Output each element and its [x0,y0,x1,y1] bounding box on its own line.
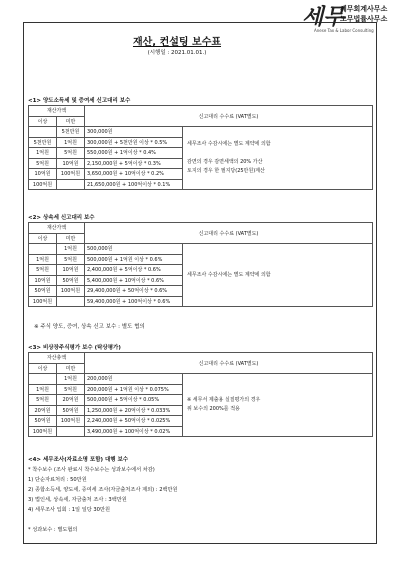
cell-min: 50억원 [29,286,57,297]
note-cell [183,374,373,437]
section-4-details [28,465,178,535]
cell-max: 100억원 [57,416,85,427]
header-fee: 신고대리 수수료 (VAT별도) [85,353,373,374]
header-min: 이상 [29,116,57,127]
note-line: ※ 세무서 제출용 실질평가의 경우 [187,397,261,403]
cell-min [29,374,57,385]
header-asset-range: 재산가액 [29,223,85,234]
service-line: 1) 단순자료처리 : 50만원 [28,477,87,483]
note-line: 위 보수의 200%를 적용 [187,406,240,412]
cell-min: 5억원 [29,158,57,169]
cell-max: 5억원 [57,254,85,265]
cell-max: 100억원 [57,286,85,297]
header-fee: 신고대리 수수료 (VAT별도) [85,223,373,244]
cell-fee: 1,250,000원 + 20억이상 * 0.033% [85,405,183,416]
section-1-table [28,105,373,190]
cell-min: 1억원 [29,148,57,159]
cell-min: 100억원 [29,426,57,437]
section-2-table [28,222,373,307]
service-line: 2) 종합소득세, 양도세, 증여세 조사(자금출처조사 제외) : 2백만원 [28,487,178,493]
service-line: 3) 법인세, 상속세, 자금출처 조사 : 3백만원 [28,497,127,503]
cell-min: 5천만원 [29,137,57,148]
section-2-footnote: ※ 주식 양도, 증여, 상속 신고 보수 : 별도 협의 [34,324,145,330]
header-min: 이상 [29,363,57,374]
cell-min: 5억원 [29,265,57,276]
note-line: 세무조사 수감시에는 별도 계약에 의함 [187,141,271,147]
cell-max: 100억원 [57,169,85,180]
note-line: 감면의 경우 감면세액의 20% 가산 [187,159,263,165]
effective-date: (시행일 : 2021.01.01.) [147,50,207,56]
table-row [29,127,373,138]
cell-min [29,127,57,138]
logo-mark: 세무 [302,4,345,30]
note-line: 토지의 경우 한 필지당(25만원)계산 [187,168,265,174]
cell-max: 10억원 [57,265,85,276]
cell-min: 1억원 [29,254,57,265]
note-line [187,149,368,158]
cell-fee: 550,000원 + 1억이상 * 0.4% [85,148,183,159]
cell-fee: 200,000원 + 1억원 이상 * 0.075% [85,384,183,395]
header-min: 이상 [29,233,57,244]
note-cell [183,244,373,307]
page-title: 재산, 컨설팅 보수표 [132,37,222,48]
cell-min: 100억원 [29,296,57,307]
note-line: 세무조사 수감시에는 별도 계약에 의함 [187,271,271,278]
cell-fee: 2,150,000원 + 5억이상 * 0.3% [85,158,183,169]
cell-max: 50억원 [57,405,85,416]
table-row [29,244,373,255]
section-3-heading: <3> 비상장주식평가 보수 (탁상평가) [28,345,121,351]
cell-fee: 300,000원 [85,127,183,138]
service-line: 4) 세무조사 입회 : 1일 일당 30만원 [28,507,110,513]
cell-max: 5억원 [57,384,85,395]
cell-fee: 3,650,000원 + 10억이상 * 0.2% [85,169,183,180]
cell-max: 1억원 [57,244,85,255]
cell-min: 20억원 [29,405,57,416]
section-2-heading: <2> 상속세 신고대리 보수 [28,215,95,221]
cell-max [57,426,85,437]
cell-max: 10억원 [57,158,85,169]
header-fee: 신고대리 수수료 (VAT별도) [85,106,373,127]
cell-min: 5억원 [29,395,57,406]
cell-fee: 500,000원 + 1억원 이상 * 0.6% [85,254,183,265]
service-line: * 성과보수 : 별도협의 [28,527,78,533]
note-cell [183,127,373,190]
cell-max: 1억원 [57,137,85,148]
cell-min: 10억원 [29,169,57,180]
section-1-heading: <1> 양도소득세 및 증여세 신고대리 보수 [28,98,131,104]
service-line [28,515,178,525]
cell-fee: 21,650,000원 + 100억이상 * 0.1% [85,179,183,190]
logo-line-1: 세무회계사무소 [340,5,388,13]
header-max: 미만 [57,363,85,374]
header-max: 미만 [57,233,85,244]
cell-fee: 500,000원 [85,244,183,255]
cell-max: 20억원 [57,395,85,406]
cell-max: 50억원 [57,275,85,286]
cell-fee: 200,000원 [85,374,183,385]
logo-line-2: 노무법률사무소 [340,15,388,23]
cell-min: 100억원 [29,179,57,190]
cell-fee: 2,400,000원 + 5억이상 * 0.6% [85,265,183,276]
header-max: 미만 [57,116,85,127]
cell-max [57,296,85,307]
table-row [29,374,373,385]
logo-line-3: Anese Tax & Labor Consulting [314,28,374,33]
cell-fee: 5,400,000원 + 10억이상 * 0.6% [85,275,183,286]
cell-max [57,179,85,190]
cell-min [29,244,57,255]
service-line: * 착수보수 (조사 완료시 착수보수는 성과보수에서 차감) [28,467,155,473]
cell-fee: 500,000원 + 5억이상 * 0.05% [85,395,183,406]
cell-fee: 2,240,000원 + 50억이상 * 0.025% [85,416,183,427]
cell-max: 1억원 [57,374,85,385]
cell-max: 5억원 [57,148,85,159]
header-asset-range: 재산가액 [29,106,85,117]
header-asset-range: 자산총액 [29,353,85,364]
section-3-table [28,352,373,437]
section-4-heading: <4> 세무조사(자료소명 포함) 대행 보수 [28,457,129,463]
cell-fee: 3,490,000원 + 100억이상 * 0.02% [85,426,183,437]
cell-max: 5천만원 [57,127,85,138]
cell-min: 10억원 [29,275,57,286]
cell-min: 1억원 [29,384,57,395]
cell-fee: 59,400,000원 + 100억이상 * 0.6% [85,296,183,307]
cell-fee: 29,400,000원 + 50억이상 * 0.6% [85,286,183,297]
cell-fee: 300,000원 + 5천만원 이상 * 0.5% [85,137,183,148]
cell-min: 50억원 [29,416,57,427]
